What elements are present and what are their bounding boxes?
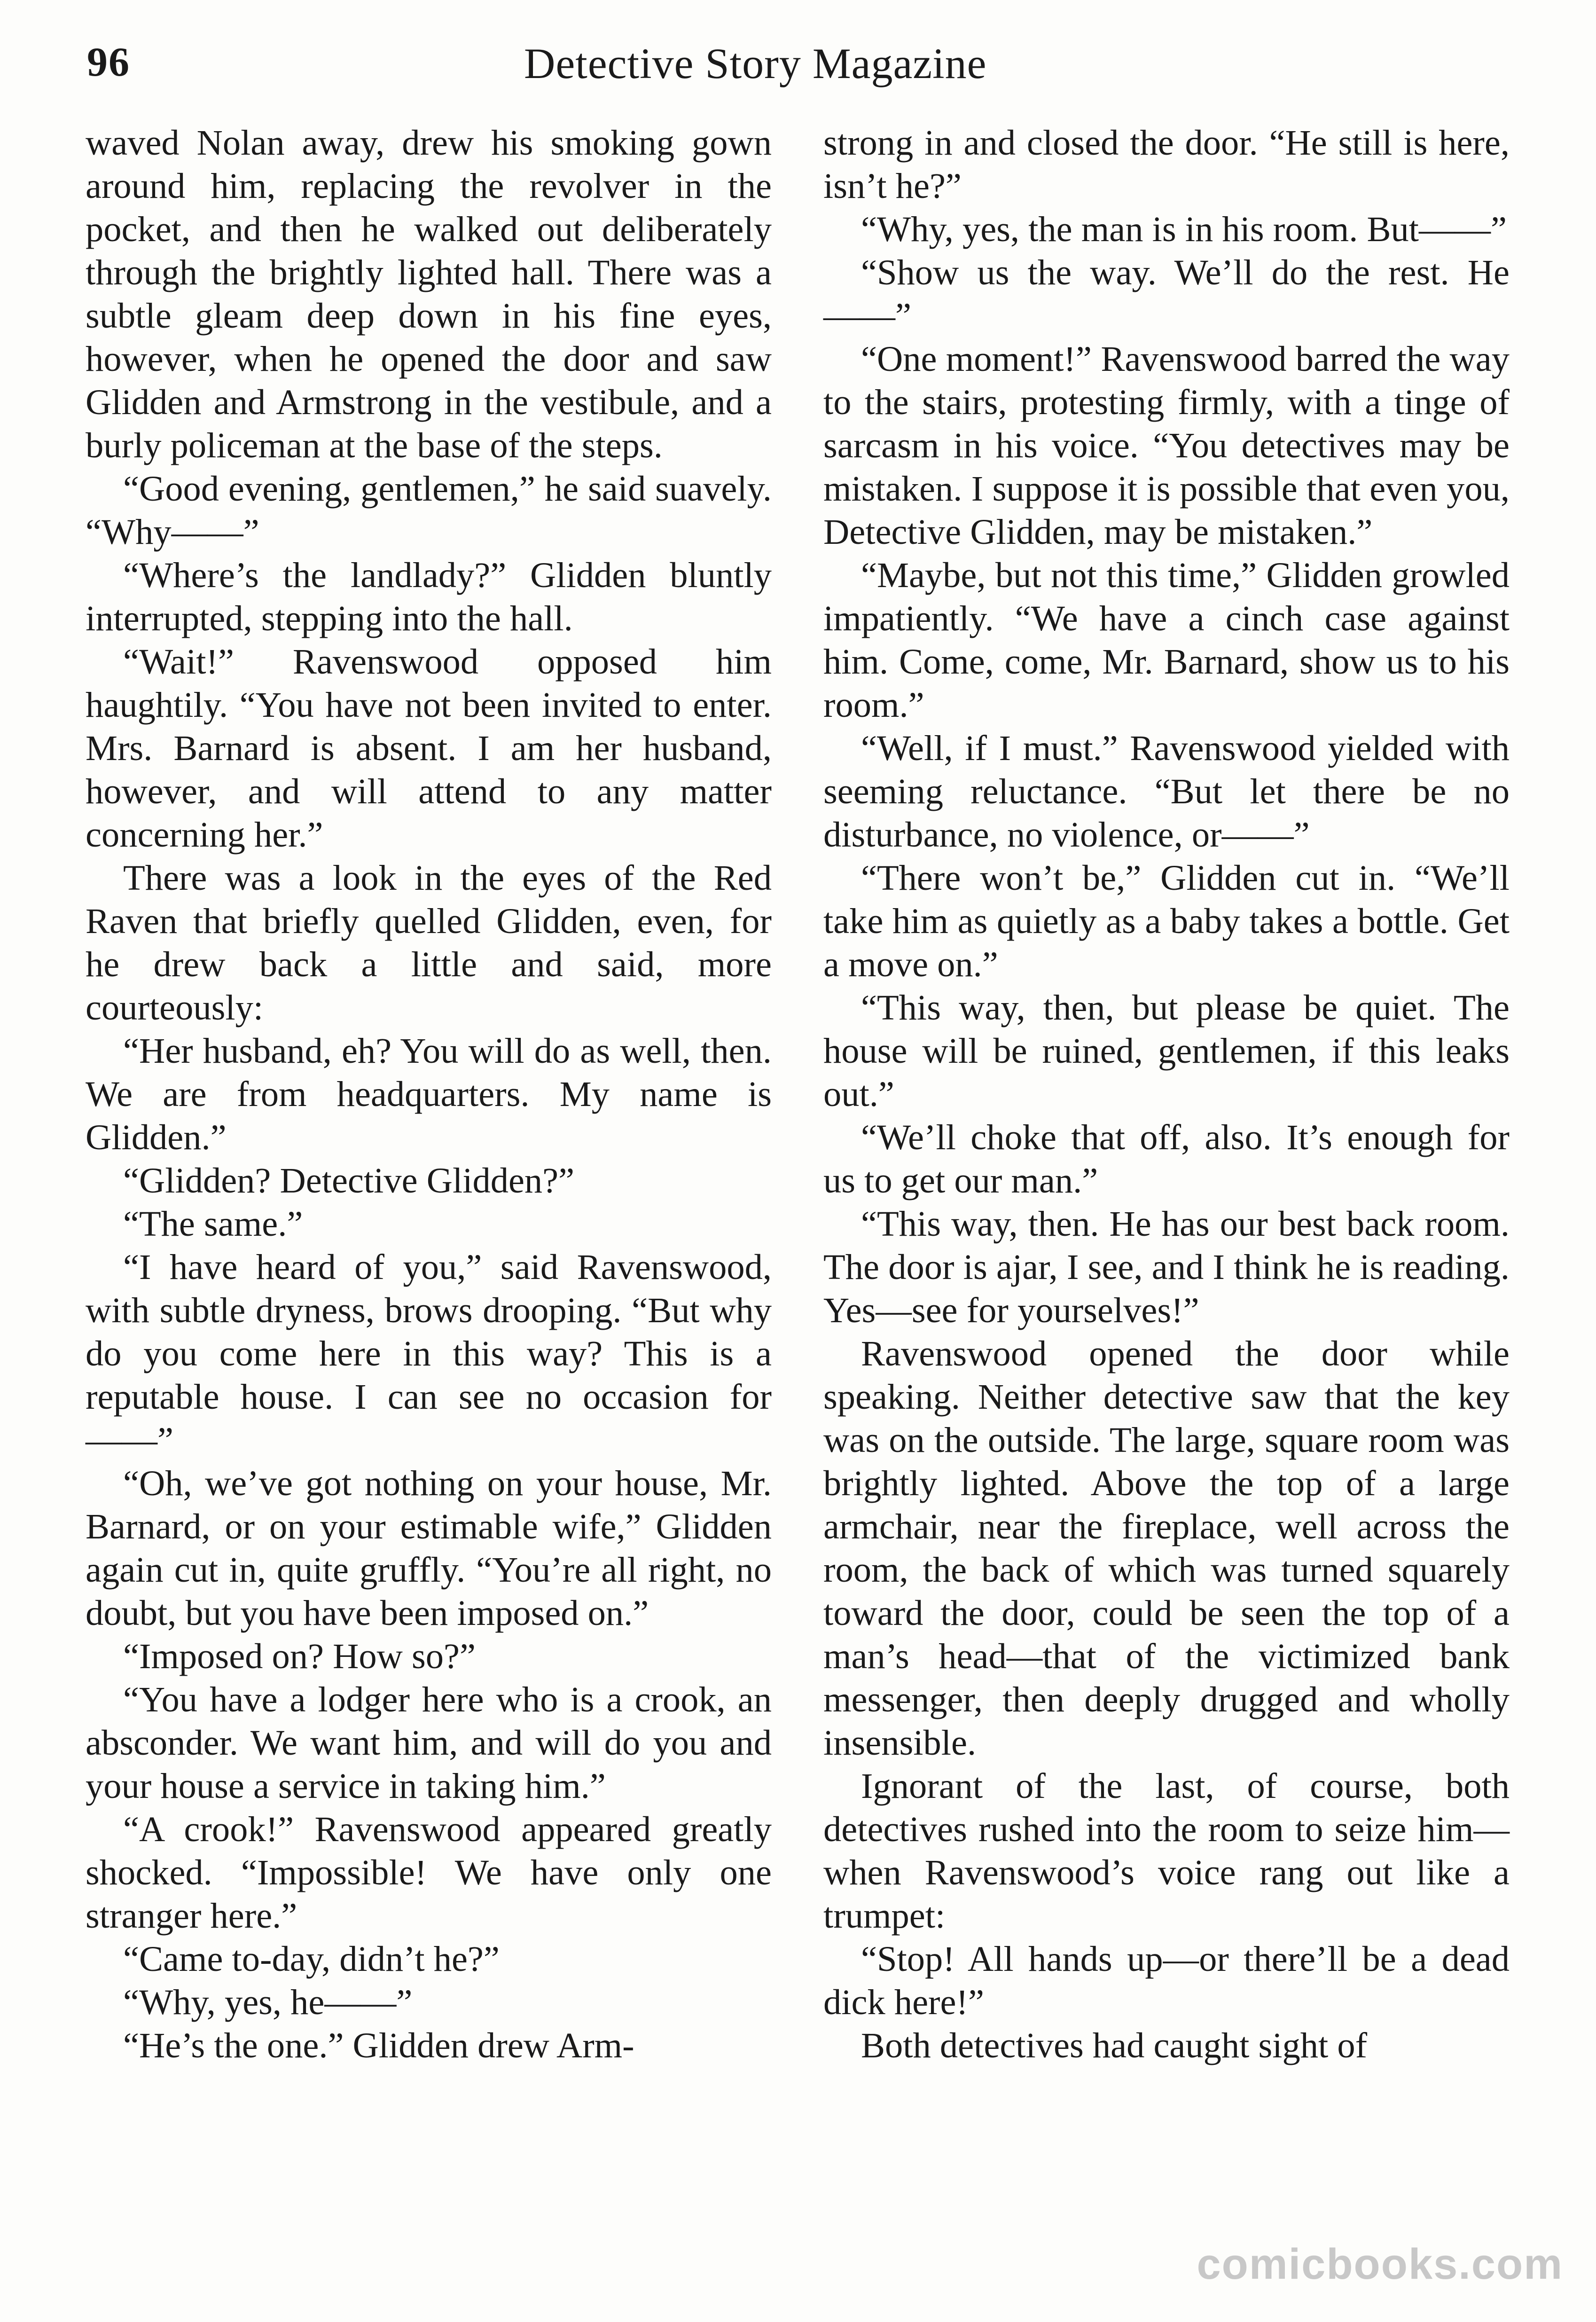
paragraph: “Her husband, eh? You will do as well, then. We are from headquarters. My name is Glidden.” — [86, 1031, 772, 1157]
paragraph: “Stop! All hands up—or there’ll be a dead dick here!” — [823, 1939, 1510, 2022]
paragraph: “This way, then, but please be quiet. The house will be ruined, gentlemen, if this leaks out.” — [823, 988, 1510, 1114]
left-column — [86, 121, 772, 2067]
paragraph: strong in and closed the door. “He still is here, isn’t he?” — [823, 123, 1510, 206]
running-title: Detective Story Magazine — [524, 39, 987, 87]
paragraph: “Maybe, but not this time,” Glidden growled impatiently. “We have a cinch case against him. Come, come, Mr. Barnard, show us to his room.” — [823, 555, 1510, 725]
paragraph: “Why, yes, he——” — [123, 1982, 413, 2022]
paragraph: “Imposed on? How so?” — [123, 1636, 476, 1676]
paragraph: “Show us the way. We’ll do the rest. He——” — [823, 252, 1510, 336]
paragraph: “Came to-day, didn’t he?” — [123, 1939, 500, 1979]
paragraph: Ignorant of the last, of course, both detectives rushed into the room to seize him—when Ravenswood’s voice rang out like a trumpet: — [823, 1766, 1510, 1936]
paragraph: “We’ll choke that off, also. It’s enough for us to get our man.” — [823, 1117, 1510, 1200]
paragraph: “This way, then. He has our best back room. The door is ajar, I see, and I think he is reading. Yes—see for yourselves!” — [823, 1204, 1510, 1330]
paragraph: “Where’s the landlady?” Glidden bluntly interrupted, stepping into the hall. — [86, 555, 772, 638]
page-number: 96 — [87, 39, 130, 85]
paragraph: “I have heard of you,” said Ravenswood, with subtle dryness, brows drooping. “But why do you come here in this way? This is a reputable house. I can see no occasion for——” — [86, 1247, 772, 1460]
paragraph: “Well, if I must.” Ravenswood yielded with seeming reluctance. “But let there be no disturbance, no violence, or——” — [823, 728, 1510, 855]
paragraph: “You have a lodger here who is a crook, an absconder. We want him, and will do you and your house a service in taking him.” — [86, 1679, 772, 1806]
paragraph: “Oh, we’ve got nothing on your house, Mr. Barnard, or on your estimable wife,” Glidden again cut in, quite gruffly. “You’re all right, no doubt, but you have been imposed on.” — [86, 1463, 772, 1633]
paragraph: “He’s the one.” Glidden drew Arm- — [123, 2025, 634, 2065]
paragraph: waved Nolan away, drew his smoking gown around him, replacing the revolver in the pocket, and then he walked out deliberately through the brightly lighted hall. There was a subtle gleam deep down in his fine eyes, however, when he opened the door and saw Glidden and Armstrong in the vestibule, and a burly policeman at the base of the steps. — [86, 123, 772, 465]
paragraph: “Glidden? Detective Glidden?” — [123, 1161, 575, 1200]
page-header — [87, 39, 1041, 90]
watermark: comicbooks.com — [1197, 2240, 1563, 2288]
paragraph: “Why, yes, the man is in his room. But——” — [861, 209, 1507, 249]
paragraph: “One moment!” Ravenswood barred the way to the stairs, protesting firmly, with a tinge of sarcasm in his voice. “You detectives may be mistaken. I suppose it is possible that even you, Detective Glidden, may be mistaken.” — [823, 339, 1510, 552]
paragraph: “Good evening, gentlemen,” he said suavely. “Why——” — [86, 469, 772, 552]
paragraph: There was a look in the eyes of the Red Raven that briefly quelled Glidden, even, for he drew back a little and said, more courteously: — [86, 858, 772, 1028]
paragraph: “Wait!” Ravenswood opposed him haughtily. “You have not been invited to enter. Mrs. Barnard is absent. I am her husband, however, and will attend to any matter concerning her.” — [86, 642, 772, 855]
paragraph: “A crook!” Ravenswood appeared greatly shocked. “Impossible! We have only one stranger here.” — [86, 1809, 772, 1936]
paragraph: “The same.” — [123, 1204, 303, 1244]
right-column — [823, 121, 1510, 2067]
paragraph: Both detectives had caught sight of — [861, 2025, 1368, 2065]
paragraph: Ravenswood opened the door while speaking. Neither detective saw that the key was on the outside. The large, square room was brightly lighted. Above the top of a large armchair, near the fireplace, well across the room, the back of which was turned squarely toward the door, could be seen the top of a man’s head—that of the victimized bank messenger, then deeply drugged and wholly insensible. — [823, 1334, 1510, 1763]
paragraph: “There won’t be,” Glidden cut in. “We’ll take him as quietly as a baby takes a bottle. Get a move on.” — [823, 858, 1510, 984]
